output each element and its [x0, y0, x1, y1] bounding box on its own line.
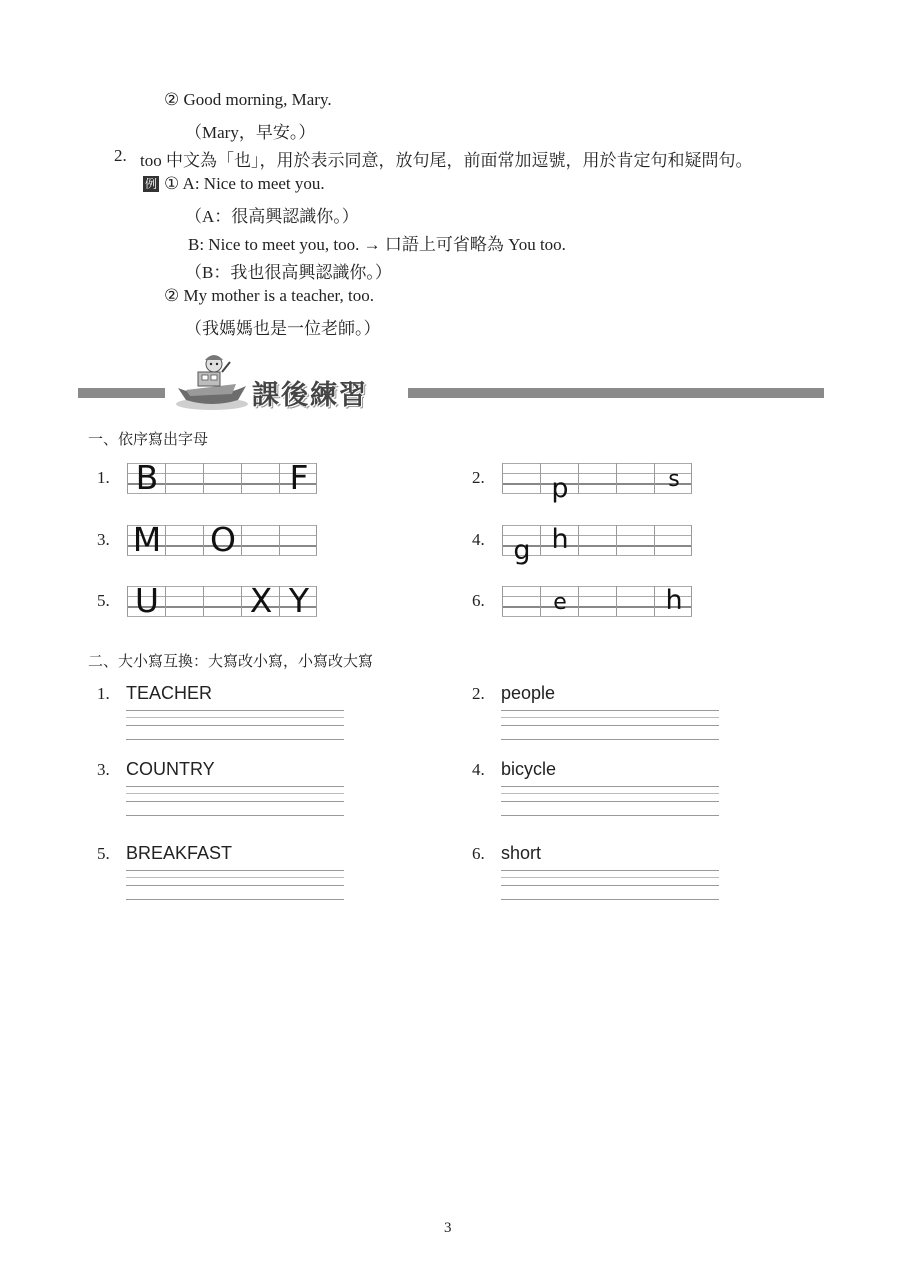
letter-cell — [127, 581, 165, 620]
answer-writing-lines[interactable] — [126, 786, 344, 816]
letter-cell — [654, 586, 692, 616]
writing-line — [501, 717, 719, 718]
writing-line — [126, 870, 344, 871]
example-1-a: ① A: Nice to meet you. — [164, 174, 325, 193]
given-letter: U — [134, 581, 160, 620]
blank-letter-cell[interactable] — [578, 586, 616, 616]
banner-bar-left — [78, 388, 165, 398]
part2-word: short — [501, 843, 542, 863]
part2-word: bicycle — [501, 759, 557, 779]
example-1-b-translation: （B：我也很高興認識你。） — [185, 263, 392, 282]
part2-item-number: 2. — [472, 684, 485, 703]
note-2-number: 2. — [114, 146, 127, 165]
writing-line — [126, 885, 344, 886]
given-letter: g — [513, 535, 531, 566]
example-good-morning-translation: （Mary，早安。） — [185, 123, 316, 142]
part2-word: COUNTRY — [126, 759, 215, 779]
example-1-a-translation: （A：很高興認識你。） — [185, 207, 359, 226]
grid-line — [502, 616, 692, 617]
blank-letter-cell[interactable] — [616, 586, 654, 616]
writing-line — [501, 885, 719, 886]
part1-item-number: 6. — [472, 591, 485, 610]
part1-item-number: 2. — [472, 468, 485, 487]
given-letter: p — [551, 473, 569, 504]
blank-letter-cell[interactable] — [165, 586, 203, 616]
answer-writing-lines[interactable] — [126, 870, 344, 900]
writing-line — [126, 899, 344, 900]
writing-line — [501, 815, 719, 816]
part1-item-number: 3. — [97, 530, 110, 549]
blank-letter-cell[interactable] — [203, 586, 241, 616]
writing-line — [126, 717, 344, 718]
blank-letter-cell[interactable] — [578, 525, 616, 555]
banner-bar-right — [408, 388, 824, 398]
writing-line — [126, 801, 344, 802]
blank-letter-cell[interactable] — [241, 463, 279, 493]
example-1-b: B: Nice to meet you, too. → 口語上可省略為 You too. — [188, 235, 566, 254]
part2-word: TEACHER — [126, 683, 213, 703]
boat-cartoon-icon — [172, 350, 250, 412]
blank-letter-cell[interactable] — [502, 463, 540, 493]
writing-line — [126, 877, 344, 878]
part2-word: people — [501, 683, 556, 703]
writing-line — [126, 793, 344, 794]
letter-cell — [540, 463, 578, 504]
writing-line — [126, 786, 344, 787]
letter-writing-grid — [502, 463, 692, 504]
letter-cell — [279, 458, 317, 497]
answer-writing-lines[interactable] — [501, 710, 719, 740]
letter-writing-grid — [127, 520, 317, 559]
answer-writing-lines[interactable] — [126, 710, 344, 740]
writing-line — [126, 739, 344, 740]
writing-line — [126, 710, 344, 711]
blank-letter-cell[interactable] — [241, 525, 279, 555]
writing-line — [501, 793, 719, 794]
letter-cell — [127, 458, 165, 497]
letter-writing-grid — [502, 586, 692, 616]
blank-letter-cell[interactable] — [616, 463, 654, 493]
given-letter: M — [132, 520, 162, 559]
note-2-text: too 中文為「也」，用於表示同意，放句尾，前面常加逗號，用於肯定句和疑問句。 — [140, 151, 753, 170]
blank-letter-cell[interactable] — [616, 525, 654, 555]
writing-line — [501, 786, 719, 787]
grid-line — [502, 493, 692, 494]
given-letter: B — [135, 458, 159, 497]
example-good-morning: ② Good morning, Mary. — [164, 90, 332, 109]
letter-cell — [127, 520, 165, 559]
answer-writing-lines[interactable] — [501, 870, 719, 900]
given-letter: X — [249, 581, 273, 620]
letter-cell — [502, 525, 540, 566]
part2-item-number: 5. — [97, 844, 110, 863]
blank-letter-cell[interactable] — [578, 463, 616, 493]
part2-item-number: 1. — [97, 684, 110, 703]
part2-item-number: 4. — [472, 760, 485, 779]
part2-heading: 二、大小寫互換：大寫改小寫，小寫改大寫 — [88, 652, 374, 670]
writing-line — [501, 877, 719, 878]
blank-letter-cell[interactable] — [279, 525, 317, 555]
given-letter: h — [665, 585, 683, 616]
writing-line — [501, 725, 719, 726]
blank-letter-cell[interactable] — [654, 525, 692, 555]
letter-writing-grid — [127, 581, 317, 620]
writing-line — [501, 710, 719, 711]
part2-word: BREAKFAST — [126, 843, 233, 863]
writing-line — [126, 725, 344, 726]
given-letter: s — [668, 467, 680, 492]
example-2-translation: （我媽媽也是一位老師。） — [185, 319, 381, 338]
part2-item-number: 6. — [472, 844, 485, 863]
letter-cell — [540, 525, 578, 555]
letter-cell — [241, 581, 279, 620]
part2-item-number: 3. — [97, 760, 110, 779]
given-letter: Y — [288, 581, 310, 620]
banner-title: 課後練習 — [252, 380, 368, 411]
letter-cell — [540, 586, 578, 616]
writing-line — [501, 801, 719, 802]
page-number: 3 — [444, 1220, 452, 1236]
letter-cell — [654, 463, 692, 493]
writing-line — [501, 870, 719, 871]
example-tag-label: 例 — [144, 177, 157, 191]
answer-writing-lines[interactable] — [501, 786, 719, 816]
blank-letter-cell[interactable] — [165, 525, 203, 555]
part1-item-number: 1. — [97, 468, 110, 487]
given-letter: O — [210, 520, 236, 559]
given-letter: h — [551, 524, 569, 555]
letter-writing-grid — [127, 458, 317, 497]
part1-item-number: 4. — [472, 530, 485, 549]
writing-line — [126, 815, 344, 816]
blank-letter-cell[interactable] — [502, 586, 540, 616]
blank-letter-cell[interactable] — [203, 463, 241, 493]
letter-cell — [203, 520, 241, 559]
part1-heading: 一、依序寫出字母 — [88, 430, 209, 448]
example-tag — [143, 176, 159, 194]
writing-line — [501, 739, 719, 740]
given-letter: e — [553, 590, 567, 615]
letter-writing-grid — [502, 524, 692, 566]
writing-line — [501, 899, 719, 900]
example-2: ② My mother is a teacher, too. — [164, 286, 375, 305]
letter-cell — [279, 581, 317, 620]
part1-item-number: 5. — [97, 591, 110, 610]
given-letter: F — [289, 458, 309, 497]
blank-letter-cell[interactable] — [165, 463, 203, 493]
